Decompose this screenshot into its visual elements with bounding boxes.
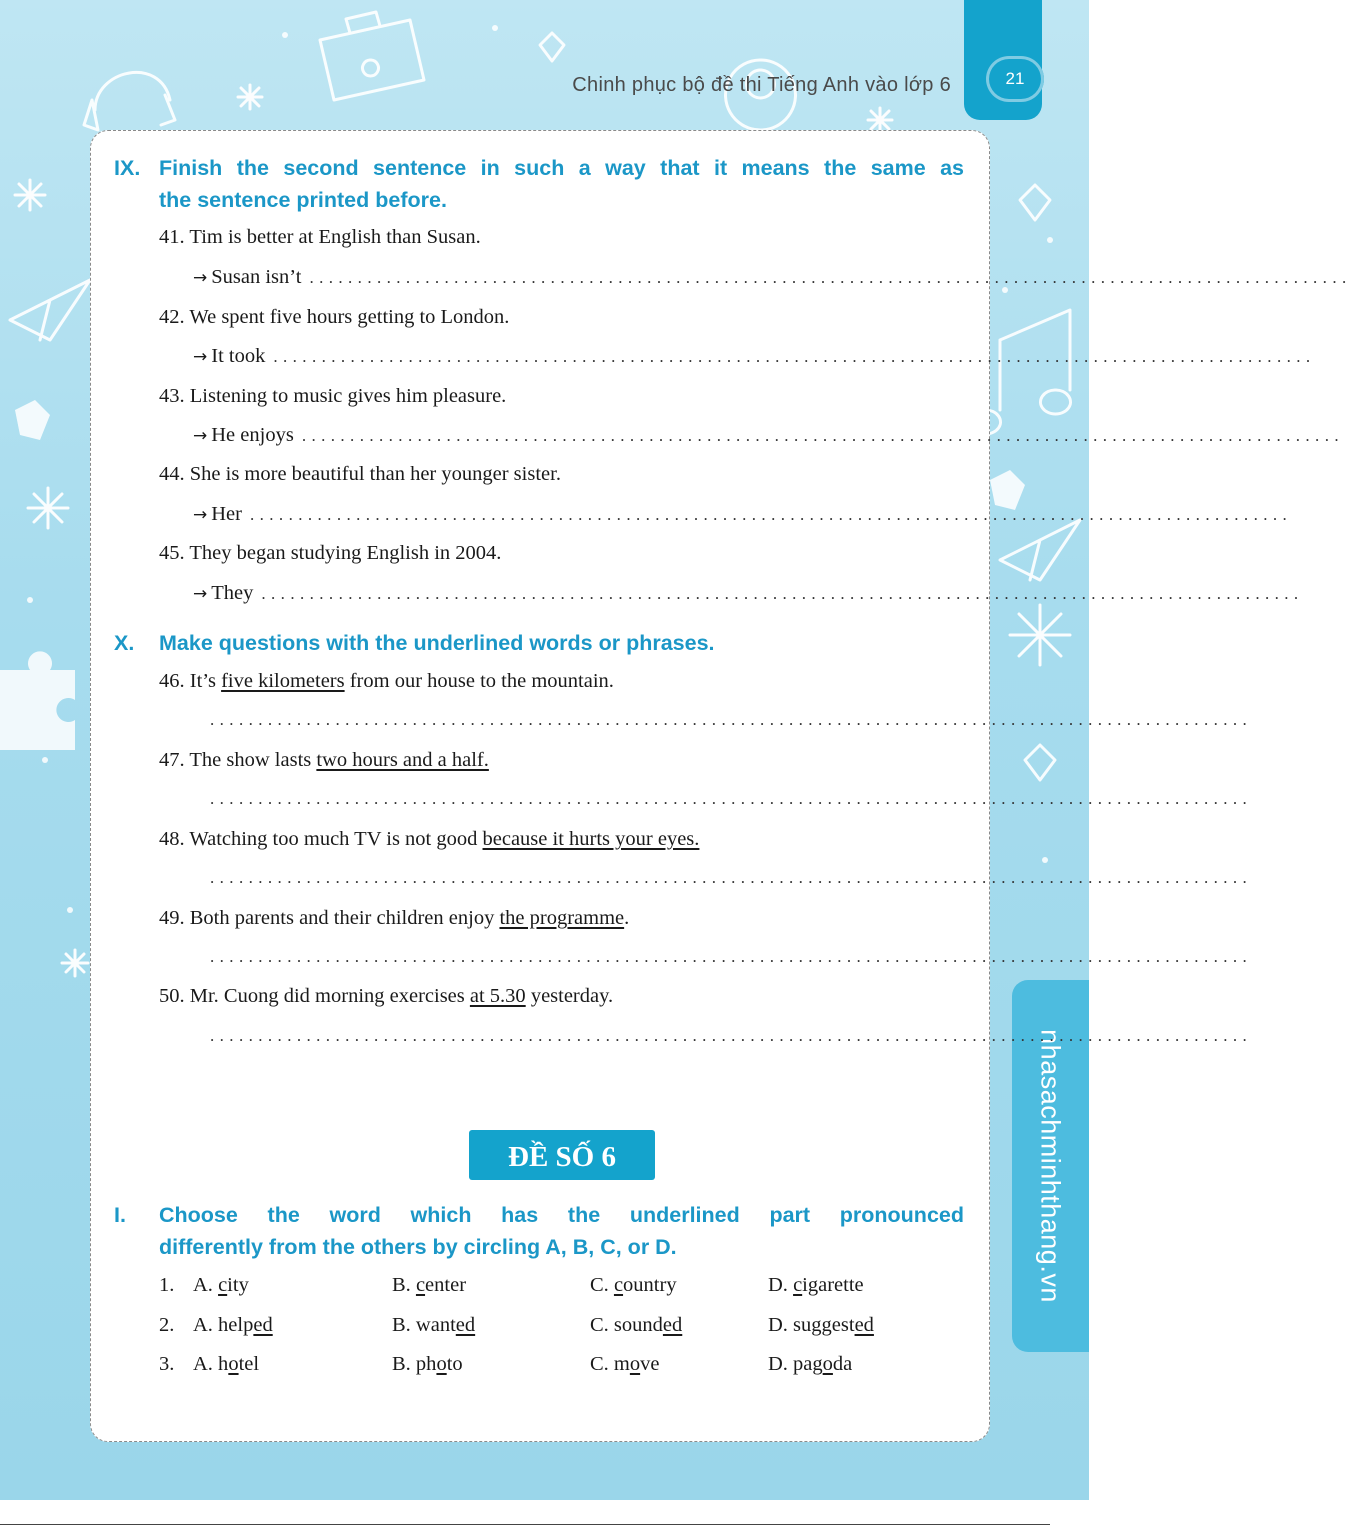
- answer-line-43[interactable]: [193, 424, 1345, 447]
- question-text: She is more beautiful than her younger sister.: [189, 463, 561, 485]
- answer-blank[interactable]: ............................................................................................................: [210, 789, 1253, 808]
- question-47: [159, 749, 489, 772]
- question-42: [159, 306, 509, 329]
- question-number: 48.: [159, 828, 185, 850]
- answer-blank[interactable]: ............................................................................................................: [301, 426, 1345, 445]
- paper-plane-icon: [10, 280, 90, 340]
- snowflake-icon-2: [28, 488, 68, 528]
- question-number: 45.: [159, 542, 185, 564]
- underlined-phrase: at 5.30: [469, 985, 526, 1007]
- underlined-phrase: five kilometers: [221, 670, 345, 692]
- snowflake-icon-6: [868, 108, 892, 132]
- answer-blank[interactable]: ............................................................................................................: [210, 947, 1253, 966]
- arrow-icon: →: [193, 268, 208, 288]
- option-c[interactable]: C. country: [590, 1274, 677, 1296]
- question-text-pre: Watching too much TV is not good: [189, 828, 483, 850]
- answer-prompt: He enjoys: [211, 424, 294, 446]
- question-50: [159, 985, 613, 1008]
- question-text: Tim is better at English than Susan.: [189, 226, 481, 248]
- question-number: 43.: [159, 385, 185, 407]
- option-a[interactable]: A. city: [193, 1274, 249, 1296]
- side-tab-website: nhasachminhthang.vn: [1035, 1029, 1066, 1303]
- answer-blank[interactable]: ............................................................................................................: [249, 505, 1293, 524]
- row-number: 2.: [159, 1314, 175, 1336]
- section-i-number: I.: [114, 1203, 126, 1227]
- question-48: [159, 828, 699, 851]
- answer-line-44[interactable]: [193, 503, 1293, 526]
- answer-prompt: Her: [211, 503, 242, 525]
- option-c[interactable]: C. sounded: [590, 1314, 683, 1336]
- question-text-post: yesterday.: [525, 985, 614, 1007]
- arrow-icon: →: [193, 584, 208, 604]
- question-text: Listening to music gives him pleasure.: [189, 385, 507, 407]
- underlined-phrase: because it hurts your eyes.: [482, 828, 700, 850]
- option-b[interactable]: B. wanted: [392, 1314, 476, 1336]
- snowflake-icon-5: [62, 950, 88, 976]
- briefcase-icon: [320, 12, 424, 100]
- question-text: They began studying English in 2004.: [189, 542, 502, 564]
- question-text: We spent five hours getting to London.: [189, 306, 510, 328]
- arrow-icon: →: [193, 505, 208, 525]
- question-45: [159, 542, 501, 565]
- answer-blank[interactable]: ............................................................................................................: [273, 347, 1316, 366]
- question-number: 42.: [159, 306, 185, 328]
- leaf-filled-icon: [15, 400, 50, 440]
- section-ix-line2: the sentence printed before.: [159, 188, 447, 212]
- question-text-pre: Both parents and their children enjoy: [189, 907, 500, 929]
- question-41: [159, 226, 481, 249]
- question-number: 44.: [159, 463, 185, 485]
- answer-prompt: It took: [211, 345, 266, 367]
- question-number: 47.: [159, 749, 185, 771]
- answer-prompt: Susan isn’t: [211, 266, 302, 288]
- section-x-number: X.: [114, 631, 135, 655]
- underlined-phrase: the programme: [499, 907, 625, 929]
- question-number: 50.: [159, 985, 185, 1007]
- snowflake-icon-4: [1010, 605, 1070, 665]
- question-44: [159, 463, 561, 486]
- question-49: [159, 907, 629, 930]
- question-number: 41.: [159, 226, 185, 248]
- option-d[interactable]: D. cigarette: [768, 1274, 864, 1296]
- paper-plane-icon-2: [1000, 520, 1080, 580]
- answer-line-49[interactable]: [210, 947, 1253, 967]
- answer-line-41[interactable]: [193, 266, 1352, 289]
- answer-blank[interactable]: ............................................................................................................: [210, 1026, 1253, 1045]
- section-ix-line1: Finish the second sentence in such a way that it means the same as: [159, 156, 964, 180]
- option-a[interactable]: A. hotel: [193, 1353, 260, 1375]
- snowflake-icon: [15, 180, 45, 210]
- puzzle-piece-icon: [0, 651, 75, 750]
- answer-line-47[interactable]: [210, 789, 1253, 809]
- question-text-pre: It’s: [189, 670, 222, 692]
- header-title: Chinh phục bộ đề thi Tiếng Anh vào lớp 6: [572, 74, 951, 96]
- answer-line-50[interactable]: [210, 1026, 1253, 1046]
- arrow-icon: →: [193, 347, 208, 367]
- option-a[interactable]: A. helped: [193, 1314, 273, 1336]
- section-ix-number: IX.: [114, 156, 141, 180]
- section-i-line1: Choose the word which has the underlined part pronounced: [159, 1203, 964, 1227]
- answer-blank[interactable]: ............................................................................................................: [309, 268, 1352, 287]
- option-c[interactable]: C. move: [590, 1353, 660, 1375]
- answer-line-46[interactable]: [210, 710, 1253, 730]
- test-number-banner: ĐỀ SỐ 6: [469, 1130, 655, 1180]
- row-number: 3.: [159, 1353, 175, 1375]
- leaf-icon-2: [1025, 745, 1055, 780]
- option-d[interactable]: D. suggested: [768, 1314, 874, 1336]
- section-x-line1: Make questions with the underlined words or phrases.: [159, 631, 715, 655]
- question-text-post: from our house to the mountain.: [344, 670, 614, 692]
- question-number: 49.: [159, 907, 185, 929]
- page-bottom-rule: [0, 1524, 1050, 1525]
- row-number: 1.: [159, 1274, 175, 1296]
- option-d[interactable]: D. pagoda: [768, 1353, 853, 1375]
- answer-blank[interactable]: ............................................................................................................: [210, 710, 1253, 729]
- question-number: 46.: [159, 670, 185, 692]
- leaf-filled-icon-2: [990, 470, 1025, 510]
- underlined-phrase: two hours and a half.: [316, 749, 489, 771]
- answer-blank[interactable]: ............................................................................................................: [210, 868, 1253, 887]
- snowflake-icon-3: [238, 85, 262, 109]
- option-b[interactable]: B. center: [392, 1274, 467, 1296]
- option-b[interactable]: B. photo: [392, 1353, 463, 1375]
- leaf-icon-3: [540, 33, 564, 61]
- section-i-line2: differently from the others by circling A, B, C, or D.: [159, 1235, 677, 1259]
- answer-line-48[interactable]: [210, 868, 1253, 888]
- question-46: [159, 670, 614, 693]
- question-43: [159, 385, 506, 408]
- question-text-pre: Mr. Cuong did morning exercises: [189, 985, 470, 1007]
- question-text-pre: The show lasts: [189, 749, 317, 771]
- question-text-post: .: [624, 907, 630, 929]
- page-number: 21: [986, 56, 1044, 102]
- answer-blank[interactable]: ............................................................................................................: [261, 584, 1304, 603]
- headphones-icon: [84, 72, 175, 130]
- answer-prompt: They: [211, 582, 254, 604]
- arrow-icon: →: [193, 426, 208, 446]
- leaf-icon: [1020, 185, 1050, 220]
- answer-line-45[interactable]: [193, 582, 1304, 605]
- answer-line-42[interactable]: [193, 345, 1316, 368]
